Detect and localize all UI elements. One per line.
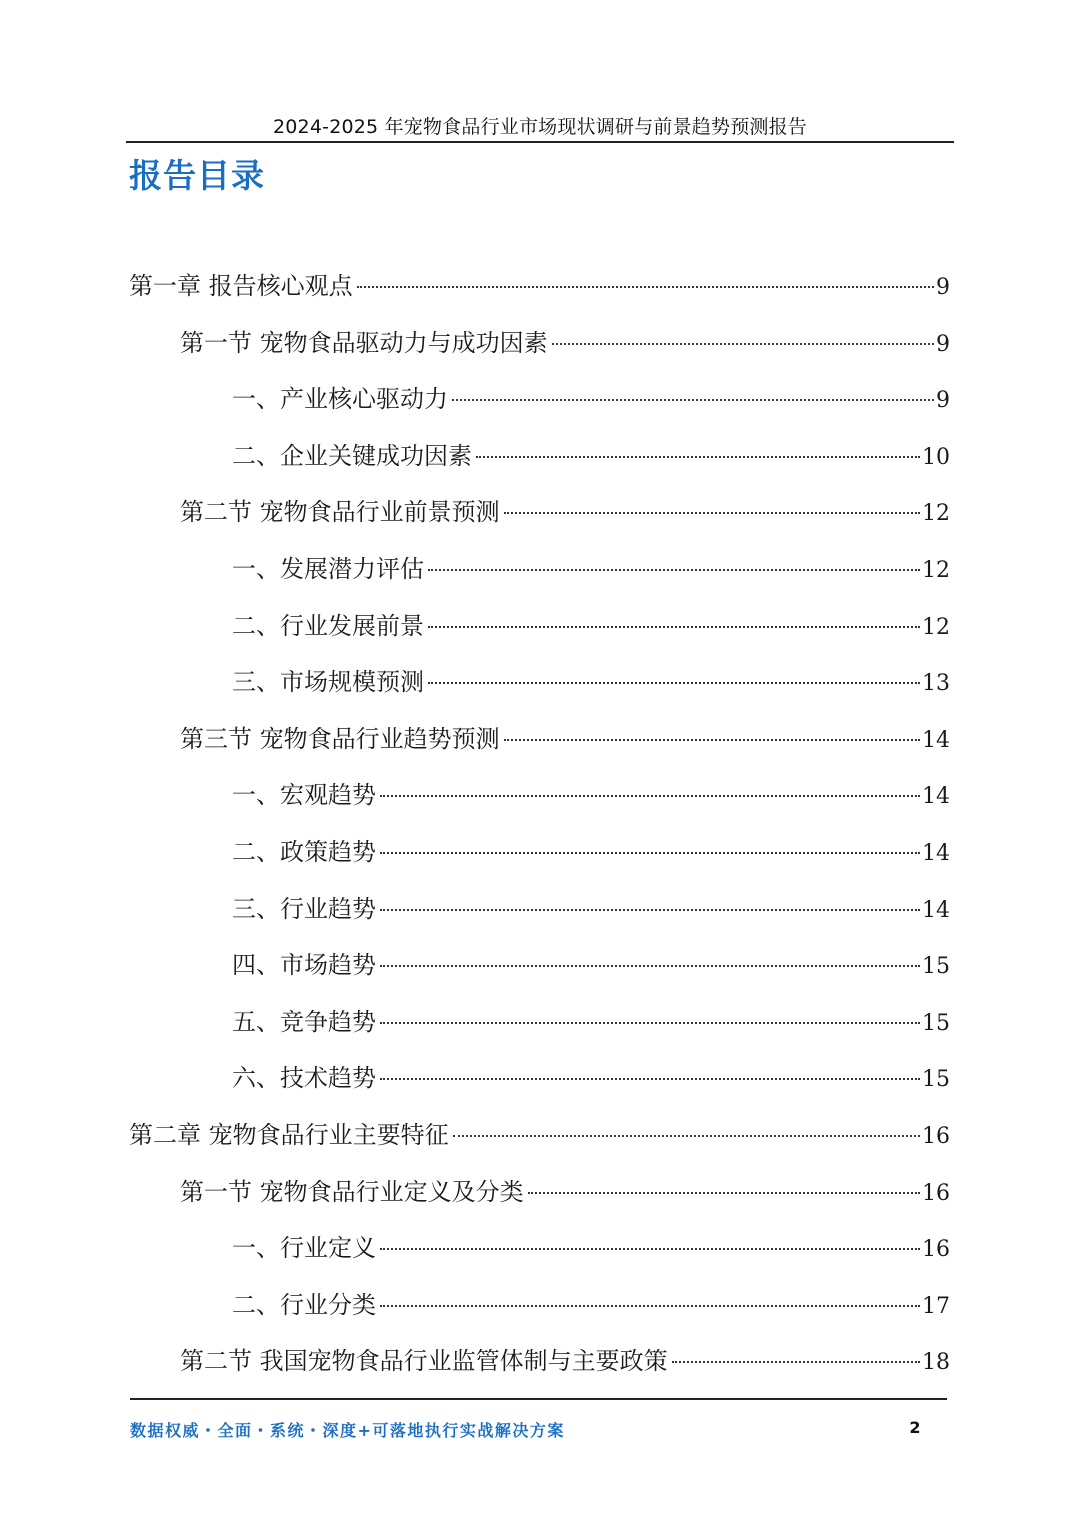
toc-entry-page: 16 — [922, 1237, 950, 1263]
toc-dot-leader — [380, 1022, 920, 1024]
toc-entry-page: 9 — [936, 275, 950, 300]
toc-entry[interactable] — [0, 1114, 1080, 1171]
toc-dot-leader — [380, 795, 920, 797]
toc-entry-label: 第一章 报告核心观点 — [129, 272, 353, 300]
toc-entry-label: 一、宏观趋势 — [232, 781, 376, 810]
toc-entry-page: 9 — [936, 388, 950, 414]
toc-entry[interactable] — [0, 548, 1080, 605]
toc-entry-label: 第二节 我国宠物食品行业监管体制与主要政策 — [180, 1347, 668, 1376]
toc-entry-label: 四、市场趋势 — [232, 951, 376, 980]
toc-dot-leader — [380, 1248, 920, 1250]
toc-dot-leader — [552, 343, 934, 345]
toc-dot-leader — [504, 512, 920, 514]
toc-entry[interactable] — [0, 661, 1080, 718]
toc-entry-page: 14 — [922, 840, 950, 866]
toc-entry-page: 10 — [922, 444, 950, 470]
toc-entry-label: 六、技术趋势 — [232, 1064, 376, 1093]
toc-entry-label: 三、行业趋势 — [232, 894, 376, 923]
toc-dot-leader — [380, 1305, 920, 1307]
toc-entry-label: 二、行业分类 — [232, 1290, 376, 1319]
toc-dot-leader — [672, 1361, 920, 1363]
toc-entry-page: 15 — [922, 954, 950, 980]
toc-dot-leader — [380, 1078, 920, 1080]
toc-entry[interactable] — [0, 1171, 1080, 1228]
toc-entry-label: 五、竞争趋势 — [232, 1007, 376, 1036]
toc-entry[interactable] — [0, 1057, 1080, 1114]
toc-dot-leader — [504, 739, 920, 741]
toc-entry-label: 第一节 宠物食品行业定义及分类 — [180, 1177, 524, 1206]
toc-entry-label: 一、发展潜力评估 — [232, 554, 424, 583]
toc-entry[interactable] — [0, 718, 1080, 775]
toc-entry-page: 14 — [922, 727, 950, 753]
footer-page-number: 2 — [909, 1418, 921, 1437]
footer-slogan: 数据权威・全面・系统・深度+可落地执行实战解决方案 — [130, 1421, 565, 1440]
toc-entry-label: 二、企业关键成功因素 — [232, 441, 472, 470]
toc-entry[interactable] — [0, 322, 1080, 379]
toc-entry[interactable] — [0, 491, 1080, 548]
toc-dot-leader — [453, 1135, 920, 1137]
toc-entry-page: 14 — [922, 897, 950, 923]
toc-entry-page: 12 — [922, 614, 950, 640]
toc-dot-leader — [357, 286, 934, 288]
toc-dot-leader — [380, 909, 920, 911]
toc-entry-page: 17 — [922, 1293, 950, 1319]
toc-dot-leader — [428, 626, 920, 628]
toc-title: 报告目录 — [129, 156, 265, 195]
toc-entry[interactable] — [0, 435, 1080, 492]
toc-entry-label: 第一节 宠物食品驱动力与成功因素 — [180, 328, 548, 357]
toc-entry-page: 16 — [922, 1123, 950, 1149]
toc-entry-page: 9 — [936, 331, 950, 357]
toc-entry-page: 12 — [922, 501, 950, 527]
toc-entry[interactable] — [0, 888, 1080, 945]
toc-entry-label: 一、产业核心驱动力 — [232, 385, 448, 414]
toc-entry-page: 13 — [922, 671, 950, 697]
toc-entry[interactable] — [0, 774, 1080, 831]
toc-dot-leader — [380, 965, 920, 967]
toc-entry-page: 18 — [922, 1350, 950, 1376]
toc-dot-leader — [452, 399, 934, 401]
toc-entry[interactable] — [0, 1001, 1080, 1058]
toc-entry-label: 第二节 宠物食品行业前景预测 — [180, 498, 500, 527]
toc-dot-leader — [476, 456, 920, 458]
toc-entry-label: 第二章 宠物食品行业主要特征 — [129, 1120, 449, 1149]
toc-entry[interactable] — [0, 1227, 1080, 1284]
toc-entry[interactable] — [0, 378, 1080, 435]
toc-entry-label: 二、行业发展前景 — [232, 611, 424, 640]
footer-divider — [130, 1398, 947, 1400]
toc-dot-leader — [428, 569, 920, 571]
toc-entry-page: 12 — [922, 557, 950, 583]
toc-dot-leader — [528, 1192, 920, 1194]
toc-entry[interactable] — [0, 1284, 1080, 1341]
toc-entry[interactable] — [0, 605, 1080, 662]
toc-entry[interactable] — [0, 265, 1080, 322]
toc-entry-label: 一、行业定义 — [232, 1234, 376, 1263]
toc-entry[interactable] — [0, 1340, 1080, 1397]
report-header-title: 2024-2025 年宠物食品行业市场现状调研与前景趋势预测报告 — [272, 116, 807, 138]
toc-entry-label: 三、市场规模预测 — [232, 668, 424, 697]
toc-entry-page: 14 — [922, 784, 950, 810]
toc-dot-leader — [428, 682, 920, 684]
toc-entry[interactable] — [0, 944, 1080, 1001]
toc-dot-leader — [380, 852, 920, 854]
toc-entry-label: 二、政策趋势 — [232, 837, 376, 866]
toc-entry-label: 第三节 宠物食品行业趋势预测 — [180, 724, 500, 753]
header-divider — [126, 141, 954, 143]
toc-entry-page: 15 — [922, 1067, 950, 1093]
toc-entry-page: 15 — [922, 1010, 950, 1036]
toc-entry-page: 16 — [922, 1180, 950, 1206]
toc-entry[interactable] — [0, 831, 1080, 888]
table-of-contents — [0, 265, 1080, 1397]
